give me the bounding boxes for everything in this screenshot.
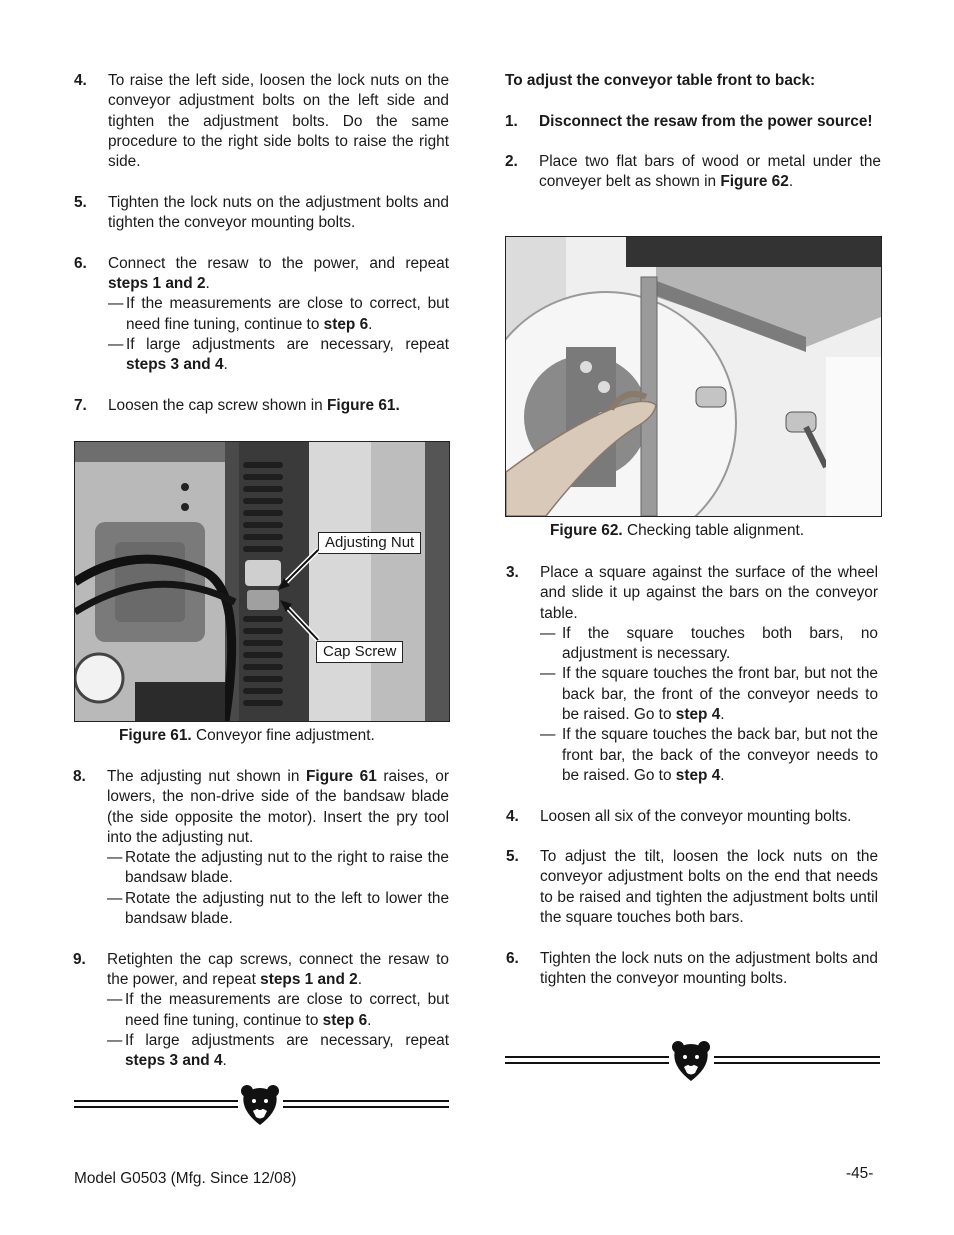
step-number: 8. (73, 768, 86, 785)
right-column (505, 71, 881, 193)
step-9-sub-1 (107, 990, 449, 1031)
section-divider-left-b (283, 1100, 449, 1108)
step-text: Tighten the lock nuts on the adjustment bolts and tighten the conveyor mounting bolts. (540, 949, 878, 987)
step-text-end: . (357, 970, 362, 988)
step-2-right (505, 152, 881, 193)
step-ref: step 6 (323, 315, 369, 333)
step-number: 4. (506, 807, 519, 825)
step-3-right (506, 563, 878, 624)
step-text: Tighten the lock nuts on the adjustment bolts and tighten the conveyor mounting bolts. (108, 193, 449, 232)
left-column-lower (73, 767, 449, 1071)
dash: — (107, 849, 123, 867)
step-text: Loosen all six of the conveyor mounting bolts. (540, 807, 852, 825)
step-text: Retighten the cap screws, connect the resaw to the power, and repeat (107, 950, 449, 988)
step-ref: step 4 (675, 706, 721, 724)
sub-text: If the measurements are close to correct, but need fine tuning, continue to (126, 295, 449, 333)
caption-label: Figure 62. (550, 522, 623, 539)
step-ref: step 4 (675, 766, 721, 784)
figure-ref: Figure 61. (327, 396, 400, 414)
step-ref: steps 3 and 4 (125, 1052, 223, 1070)
step-text: Place two flat bars of wood or metal under the conveyer belt as shown in (539, 153, 881, 191)
caption-label: Figure 61. (119, 727, 192, 744)
sub-text: Rotate the adjusting nut to the left to lower the bandsaw blade. (125, 889, 449, 928)
step-text-end: . (205, 274, 210, 292)
sub-text-end: . (720, 766, 725, 784)
dash: — (540, 665, 556, 683)
step-text-end: . (788, 173, 794, 191)
step-ref: steps 1 and 2 (260, 970, 358, 988)
dash: — (107, 991, 123, 1009)
section-divider-right-b (714, 1056, 880, 1064)
bear-logo-icon (240, 1084, 280, 1126)
step-text: To raise the left side, loosen the lock nuts on the conveyor adjustment bolts on the left side and tighten the adjustment bolts. Do the same procedure to the right side bolts to raise the right side. (108, 72, 449, 171)
cap-screw-callout: Cap Screw (316, 641, 403, 663)
adjusting-nut-callout: Adjusting Nut (318, 532, 421, 554)
step-9-left (73, 950, 449, 991)
step-8-sub-1 (107, 848, 449, 889)
sub-text-end: . (720, 706, 725, 724)
sub-text-end: . (368, 315, 373, 333)
step-text-end: raises, or lowers, the non-drive side of the bandsaw blade (the side opposite the motor). Insert the pry tool into the adjusting nut. (107, 768, 449, 846)
dash: — (108, 295, 124, 313)
caption-text: Conveyor fine adjustment. (191, 727, 375, 744)
dash: — (107, 1031, 123, 1049)
step-number: 4. (74, 72, 87, 89)
dash: — (107, 889, 123, 907)
step-number: 2. (505, 153, 518, 171)
page-number: -45- (846, 1165, 874, 1182)
table-alignment-illustration (506, 237, 881, 516)
figure-62-photo (505, 236, 882, 517)
step-1-right (505, 112, 881, 132)
sub-text: Rotate the adjusting nut to the right to raise the bandsaw blade. (125, 849, 449, 887)
sub-text: If the square touches both bars, no adjustment is necessary. (562, 624, 878, 663)
step-number: 7. (74, 396, 87, 414)
step-number: 5. (506, 848, 519, 866)
section-divider-right (505, 1056, 669, 1064)
step-text: Place a square against the surface of the wheel and slide it up against the bars on the conveyor table. (540, 564, 878, 622)
step-8-sub-2 (107, 889, 449, 930)
section-divider-left (74, 1100, 238, 1108)
sub-text-end: . (223, 356, 228, 374)
arrow-screw (285, 605, 318, 640)
step-5-right (506, 847, 878, 928)
step-text: Disconnect the resaw from the power source! (539, 112, 873, 130)
arrow-nut (283, 550, 318, 585)
step-number: 5. (74, 193, 87, 211)
bear-logo-icon (671, 1040, 711, 1082)
step-text: Connect the resaw to the power, and repeat (108, 254, 449, 272)
step-number: 6. (506, 949, 519, 967)
step-ref: step 6 (322, 1011, 368, 1029)
caption-text: Checking table alignment. (622, 522, 805, 539)
figure-62-caption (550, 521, 804, 541)
step-3-sub-3 (540, 725, 878, 786)
sub-text: If the square touches the back bar, but not the front bar, the back of the conveyor needs to be raised. Go to (562, 726, 878, 784)
sub-text: If the square touches the front bar, but not the back bar, the front of the conveyor needs to be raised. Go to (562, 665, 878, 724)
sub-text-end: . (222, 1052, 227, 1070)
step-6-right (506, 949, 878, 990)
dash: — (540, 624, 556, 642)
sub-text-end: . (367, 1011, 372, 1029)
step-number: 6. (74, 254, 87, 272)
dash: — (108, 335, 124, 353)
step-9-sub-2 (107, 1031, 449, 1072)
step-4-right (506, 807, 878, 827)
step-3-sub-1 (540, 624, 878, 665)
right-column-lower (506, 563, 878, 989)
figure-61-caption (119, 726, 375, 746)
sub-text: If large adjustments are necessary, repeat (126, 335, 449, 353)
sub-text: If the measurements are close to correct, but need fine tuning, continue to (125, 991, 449, 1029)
figure-ref: Figure 62 (720, 173, 789, 191)
step-ref: steps 1 and 2 (108, 274, 206, 292)
sub-text: If large adjustments are necessary, repeat (125, 1031, 449, 1049)
step-text: Loosen the cap screw shown in (108, 396, 328, 414)
step-3-sub-2 (540, 664, 878, 725)
figure-ref: Figure 61 (306, 768, 377, 785)
step-text: The adjusting nut shown in (107, 768, 307, 785)
dash: — (540, 726, 556, 744)
footer-model: Model G0503 (Mfg. Since 12/08) (74, 1170, 297, 1187)
step-number: 3. (506, 564, 519, 581)
step-text: To adjust the tilt, loosen the lock nuts on the conveyor adjustment bolts on the end that needs to be raised and tighten the adjustment bolts until the square touches both bars. (540, 848, 878, 927)
step-number: 9. (73, 950, 86, 968)
section-heading: To adjust the conveyor table front to back: (505, 72, 816, 89)
step-8-left (73, 767, 449, 848)
step-number: 1. (505, 112, 518, 130)
step-ref: steps 3 and 4 (126, 356, 224, 374)
